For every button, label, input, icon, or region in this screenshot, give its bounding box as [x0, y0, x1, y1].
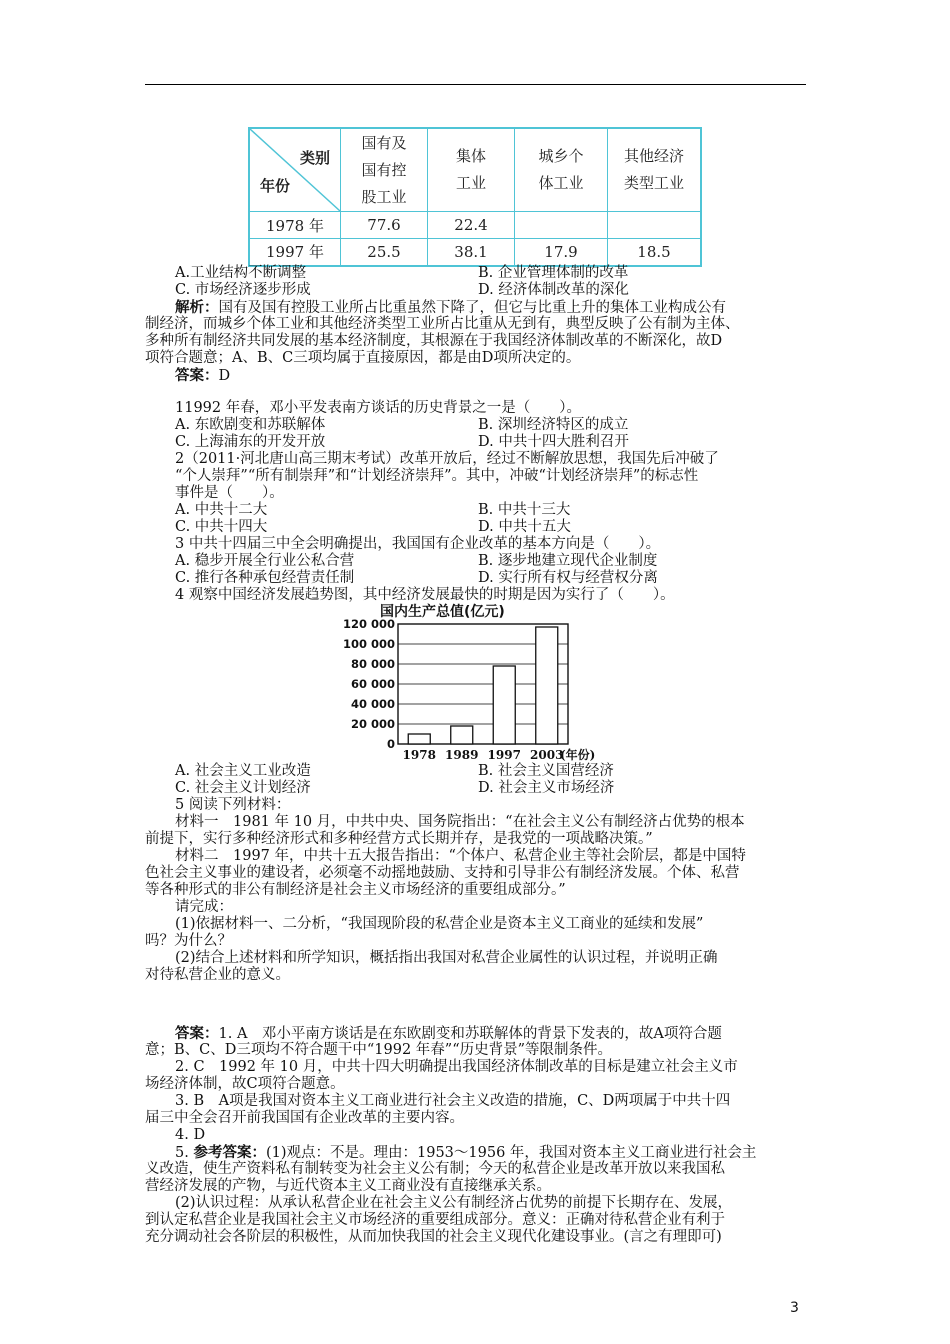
gdp-bar-chart [342, 600, 640, 762]
q3-option-c: C. 推行各种承包经营责任制 [175, 570, 355, 586]
option-a: A.工业结构不断调整 [175, 265, 307, 281]
answer-line: 答案：1. A 邓小平南方谈话是在东欧剧变和苏联解体的背景下发表的，故A项符合题 [175, 1025, 722, 1042]
table-cell [515, 212, 608, 239]
q5-material: 等各种形式的非公有制经济是社会主义市场经济的重要组成部分。” [145, 882, 566, 898]
col-header-other: 其他经济 类型工业 [608, 128, 702, 212]
table-cell: 25.5 [341, 239, 428, 266]
q1-option-b: B. 深圳经济特区的成立 [478, 417, 629, 433]
table-corner-header [249, 128, 341, 212]
industry-share-table [248, 127, 702, 267]
q4-option-a: A. 社会主义工业改造 [175, 763, 311, 779]
answer-line: 营经济发展的产物，与近代资本主义工商业没有直接继承关系。 [145, 1178, 551, 1194]
row-year: 1997 年 [249, 239, 341, 266]
q3-stem: 3 中共十四届三中全会明确提出，我国国有企业改革的基本方向是（ ）。 [175, 536, 661, 552]
table-cell: 18.5 [608, 239, 702, 266]
answer-line: 义改造，使生产资料私有制转变为社会主义公有制；今天的私营企业是改革开放以来我国私 [145, 1161, 725, 1177]
q5-part2: 对待私营企业的意义。 [145, 967, 290, 983]
q4-stem: 4 观察中国经济发展趋势图，其中经济发展最快的时期是因为实行了（ ）。 [175, 587, 675, 603]
analysis-answer: 答案：D [175, 367, 231, 384]
x-axis-label: (年份) [560, 748, 596, 762]
x-tick-label: 1997 [487, 748, 521, 762]
col-header-individual: 城乡个 体工业 [515, 128, 608, 212]
q4-option-c: C. 社会主义计划经济 [175, 780, 311, 796]
q1-option-d: D. 中共十四大胜利召开 [478, 434, 629, 450]
q3-option-b: B. 逐步地建立现代企业制度 [478, 553, 658, 569]
q2-stem: 2（2011·河北唐山高三期末考试）改革开放后，经过不断解放思想，我国先后冲破了 [175, 451, 719, 467]
answer-line: 到认定私营企业是我国社会主义市场经济的重要组成部分。意义：正确对待私营企业有利于 [145, 1212, 725, 1228]
q2-option-d: D. 中共十五大 [478, 519, 571, 535]
col-header-collective: 集体 工业 [428, 128, 515, 212]
x-tick-label: 1989 [445, 748, 479, 762]
answer-line: 场经济体制，故C项符合题意。 [145, 1076, 345, 1092]
q5-title: 5 阅读下列材料： [175, 797, 291, 813]
answer-line: 3. B A项是我国对资本主义工商业进行社会主义改造的措施，C、D两项属于中共十四 [175, 1093, 731, 1109]
q3-option-a: A. 稳步开展全行业公私合营 [175, 553, 355, 569]
q3-option-d: D. 实行所有权与经营权分离 [478, 570, 658, 586]
q5-part1: (1)依据材料一、二分析，“我国现阶段的私营企业是资本主义工商业的延续和发展” [175, 916, 704, 932]
q2-option-b: B. 中共十三大 [478, 502, 571, 518]
q1-option-a: A. 东欧剧变和苏联解体 [175, 417, 326, 433]
answer-line: 意；B、C、D三项均不符合题干中“1992 年春”“历史背景”等限制条件。 [145, 1042, 613, 1058]
q4-option-b: B. 社会主义国营经济 [478, 763, 614, 779]
q1-stem: 11992 年春，邓小平发表南方谈话的历史背景之一是（ ）。 [175, 400, 581, 416]
table-cell: 22.4 [428, 212, 515, 239]
table-cell: 77.6 [341, 212, 428, 239]
q2-option-a: A. 中共十二大 [175, 502, 268, 518]
bar [451, 726, 473, 744]
q5-material: 前提下，实行多种经济形式和多种经营方式长期并存，是我党的一项战略决策。” [145, 831, 653, 847]
q5-part2: (2)结合上述材料和所学知识，概括指出我国对私营企业属性的认识过程，并说明正确 [175, 950, 718, 966]
y-tick-label: 100 000 [342, 637, 395, 651]
bar [493, 666, 515, 744]
analysis-line: 多种所有制经济共同发展的基本经济制度，其根源在于我国经济体制改革的不断深化，故D [145, 333, 723, 349]
corner-category-label: 类别 [299, 149, 330, 167]
bar [408, 734, 430, 744]
x-tick-label: 1978 [402, 748, 436, 762]
header-rule [145, 84, 806, 85]
y-tick-label: 60 000 [350, 677, 395, 691]
col-header-state: 国有及 国有控 股工业 [341, 128, 428, 212]
y-tick-label: 80 000 [350, 657, 395, 671]
q4-option-d: D. 社会主义市场经济 [478, 780, 615, 796]
row-year: 1978 年 [249, 212, 341, 239]
x-tick-label: 2003 [530, 748, 564, 762]
q2-stem: “个人崇拜”“所有制崇拜”和“计划经济崇拜”。其中，冲破“计划经济崇拜”的标志性 [175, 468, 699, 484]
option-d: D. 经济体制改革的深化 [478, 282, 629, 298]
table-cell: 17.9 [515, 239, 608, 266]
table-row [249, 239, 701, 266]
y-tick-label: 0 [386, 737, 395, 751]
analysis-line: 制经济，而城乡个体工业和其他经济类型工业所占比重从无到有，典型反映了公有制为主体、 [145, 316, 740, 332]
table-row [249, 212, 701, 239]
q5-material: 色社会主义事业的建设者，必须毫不动摇地鼓励、支持和引导非公有制经济发展。个体、私营 [145, 865, 740, 881]
answer-line: 充分调动社会各阶层的积极性，从而加快我国的社会主义现代化建设事业。(言之有理即可) [145, 1229, 722, 1245]
q5-material: 材料二 1997 年，中共十五大报告指出：“个体户、私营企业主等社会阶层，都是中国特 [175, 848, 746, 864]
y-tick-label: 20 000 [350, 717, 395, 731]
q5-prompt: 请完成： [175, 899, 233, 915]
answer-line: 届三中全会召开前我国国有企业改革的主要内容。 [145, 1110, 464, 1126]
y-tick-label: 40 000 [350, 697, 395, 711]
table-cell: 38.1 [428, 239, 515, 266]
q5-material: 材料一 1981 年 10 月，中共中央、国务院指出：“在社会主义公有制经济占优势的根本 [175, 814, 745, 830]
analysis-line: 项符合题意；A、B、C三项均属于直接原因，都是由D项所决定的。 [145, 350, 581, 366]
option-b: B. 企业管理体制的改革 [478, 265, 629, 281]
q1-option-c: C. 上海浦东的开发开放 [175, 434, 326, 450]
answer-line: (2)认识过程：从承认私营企业在社会主义公有制经济占优势的前提下长期存在、发展， [175, 1195, 733, 1211]
chart-title: 国内生产总值(亿元) [380, 604, 505, 620]
answer-line: 4. D [175, 1127, 206, 1143]
diagonal-divider [250, 129, 340, 211]
q2-stem: 事件是（ ）。 [175, 485, 284, 501]
q5-part1: 吗？为什么？ [145, 933, 232, 949]
bar [536, 627, 558, 744]
q2-option-c: C. 中共十四大 [175, 519, 268, 535]
table-cell [608, 212, 702, 239]
corner-year-label: 年份 [260, 177, 291, 195]
page-number: 3 [790, 1300, 799, 1316]
option-c: C. 市场经济逐步形成 [175, 282, 311, 298]
analysis-line: 解析：国有及国有控股工业所占比重虽然下降了，但它与比重上升的集体工业构成公有 [175, 299, 726, 316]
y-tick-label: 120 000 [342, 617, 395, 631]
answer-line: 2. C 1992 年 10 月，中共十四大明确提出我国经济体制改革的目标是建立社会主义市 [175, 1059, 738, 1075]
answer-line: 5. 参考答案：(1)观点：不是。理由：1953～1956 年，我国对资本主义工商业进行社会主 [175, 1144, 757, 1161]
